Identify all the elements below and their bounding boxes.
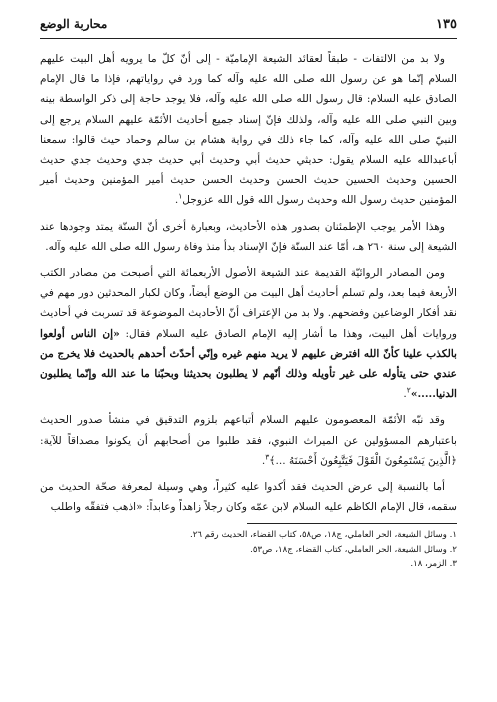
paragraph-1-text: ولا بد من الالتفات - طبقاً لعقائد الشيعة الإماميّة - إلى أنّ كلّ ما يرويه أهل البيت عليهم السلام إنّما هو عن رسول الله صلى الله عليه وآله كما ورد في رواياتهم، فإذا ما قال الإمام الصادق عليه السلام: قال رسول الله صلى الله عليه وآله، فلا يوجد حاجة إلى ذكر الواسطة بينه وبين النبي صلى الله عليه وآله، ولذلك فإنّ إسناد جميع أحاديث الأئمّة عليهم السلام يرجع إلى النبيّ صلى الله عليه وآله، كما جاء ذلك في رواية هشام بن سالم وحماد حيث قالوا: سمعنا أباعبدالله عليه السلام يقول: حديثي حديث أبي وحديث أبي حديث جدي وحديث جدي حديث الحسين وحديث الحسين حديث الحسن وحديث الحسن حديث أمير المؤمنين وحديث أمير المؤمنين حديث رسول الله وحديث رسول الله قول الله عزوجل (40, 53, 457, 207)
footnote-ref-2[interactable]: ٢ (406, 385, 411, 395)
sadiq-quote: «إن الناس أولعوا بالكذب علينا كأنّ الله افترض عليهم لا يريد منهم غيره وإنّي أحدّث أحدهم بالحديث فلا يخرج من عندي حتى يتأوله على غير تأويله وذلك أنّهم لا يطلبون بحديثنا وبحبّنا ما عند الله وإنّما يطلبون الدنيا.....» (40, 327, 457, 401)
footnotes (40, 528, 457, 572)
running-head (40, 14, 457, 39)
paragraph-4 (40, 410, 457, 471)
page-number: ١٣٥ (436, 17, 457, 32)
footnote-ref-3[interactable]: ٣ (265, 452, 270, 462)
footnote-divider (247, 523, 457, 524)
footnote-3: ٣. الزمر، ١٨. (410, 559, 457, 570)
footnote-ref-1[interactable]: ١ (178, 191, 183, 201)
paragraph-5: أما بالنسبة إلى عرض الحديث فقد أكدوا عليه كثيراً، وهي وسيلة لمعرفة صحّة الحديث من سقمه، قال الإمام الكاظم عليه السلام لابن عمّه وكان رجلاً زاهداً وعابداً: «اذهب فتفقّه واطلب (40, 481, 457, 514)
paragraph-1-end: . (174, 194, 179, 207)
paragraph-3-text: ومن المصادر الروائيّة القديمة عند الشيعة الأصول الأربعمائة التي أصبحت من مصادر الكتب الأربعة فيما بعد، ولم تسلم أحاديث أهل البيت من الوضع أيضاً، وكان لكبار المحدثين دور مهم في نقد أفكار الوضاعين وفضحهم. ولا بد من الإعتراف أنّ الأحاديث الموضوعة قد تسربت في أحاديث وروايات أهل البيت، وهذا ما أشار إليه الإمام الصادق عليه السلام فقال: (40, 267, 458, 340)
book-title: محاربة الوضع (40, 17, 108, 31)
footnote-1: ١. وسائل الشيعة، الحر العاملي، ج١٨، ص٥٨، كتاب القضاء، الحديث رقم ٢٦. (190, 530, 457, 541)
paragraph-1 (40, 49, 457, 211)
paragraph-3 (40, 263, 457, 404)
paragraph-2: وهذا الأمر يوجب الإطمئنان بصدور هذه الأحاديث، وبعبارة أخرى أنّ السنّة يمتد وجودها عند الشيعة إلى سنة ٢٦٠ هـ، أمّا عند السنّة فإنّ الإسناد بدأ منذ وفاة رسول الله صلى الله عليه وآله. (40, 220, 457, 253)
paragraph-3-end: . (403, 388, 407, 401)
paragraph-4-text: وقد نبّه الأئمّة المعصومون عليهم السلام أتباعهم بلزوم التدقيق في منشأ صدور الحديث باعتبارهم المسؤولين عن الميراث النبوي، فقد طلبوا من أصحابهم أن يكونوا مصداقاً للآية: ﴿الَّذِينَ يَسْتَمِعُونَ الْقَوْلَ فَيَتَّبِعُونَ أَحْسَنَهُ ...﴾ (40, 414, 457, 467)
body-text (40, 49, 457, 517)
paragraph-4-end: . (261, 454, 266, 467)
footnote-2: ٢. وسائل الشيعة، الحر العاملي، كتاب القضاء، ج١٨، ص٥٣. (250, 544, 457, 555)
